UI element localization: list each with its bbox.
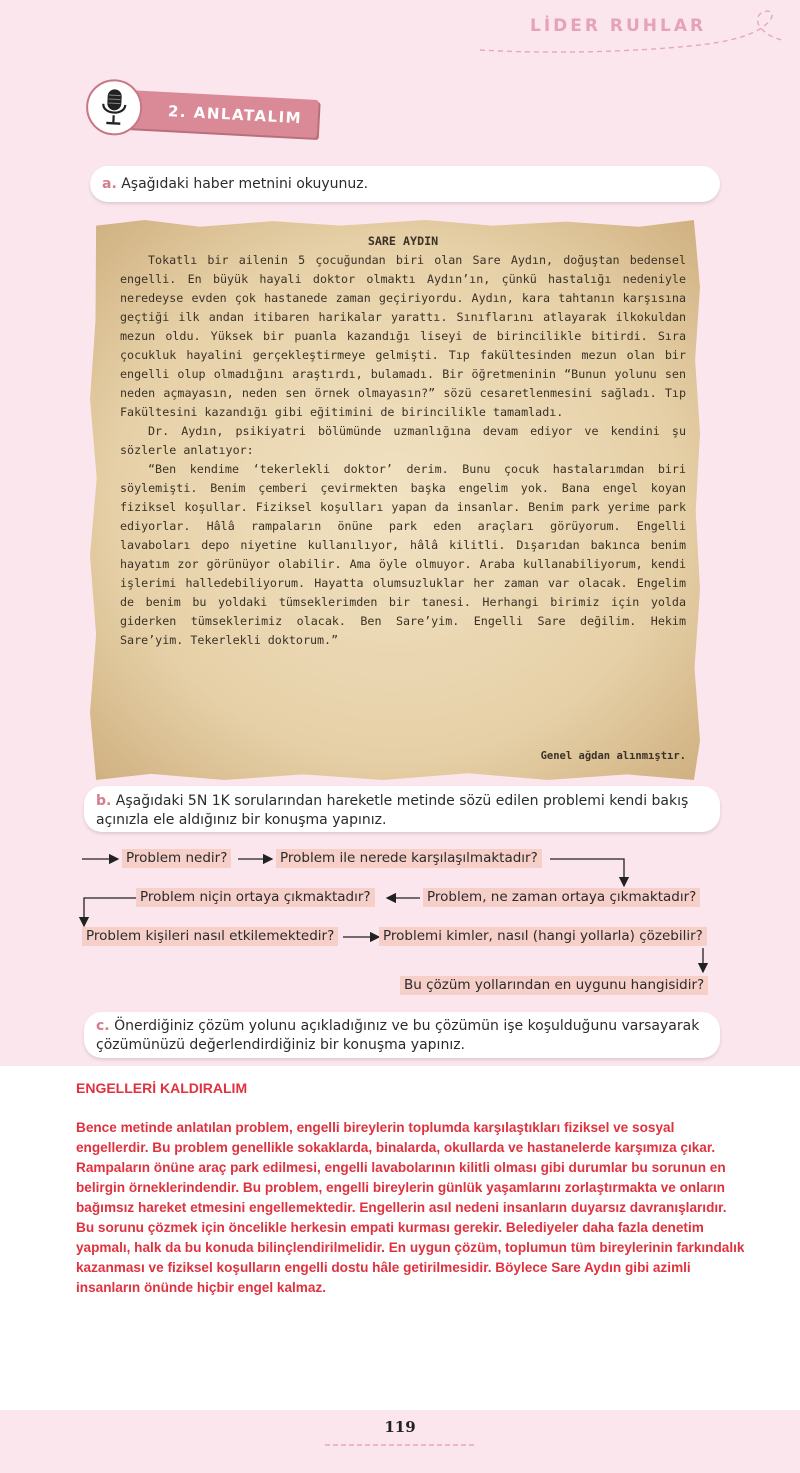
article-paragraph: Tokatlı bir ailenin 5 çocuğundan biri olan Sare Aydın, doğuştan bedensel engelli. En büyük hayali doktor olmaktı Aydın’ın, çünkü hastalığı nedeniyle neredeyse evden çok hastanede zaman geçiriyordu. Aydın, kara tahtanın karşısına geçtiği ilk andan itibaren harikalar yarattı. Sınıflarını atlayarak ilkokuldan mezun oldu. Yüksek bir puanla kazandığı liseyi de birincilikle bitirdi. Sıra çocukluk hayalini gerçekleştirmeye gelmişti. Tıp fakültesinden mezun olan bir engelli olup olmadığını araştırdı, bulamadı. Bir öğretmeninin “Bunun yolunu sen neden açmayasın, neden sen örnek olmayasın?” sözü cesaretlenmesini sağladı. Tıp Fakültesini kazandığı gibi eğitimini de birincilikle tamamladı. [120, 253, 686, 419]
flow-step: Problem nedir? [122, 849, 231, 868]
question-letter: b. [96, 793, 112, 809]
article-paragraph: Dr. Aydın, psikiyatri bölümünde uzmanlığına devam ediyor ve kendini şu sözlerle anlatıyor: [120, 424, 686, 457]
brand-title: LİDER RUHLAR [530, 16, 707, 36]
flow-step: Problem niçin ortaya çıkmaktadır? [136, 888, 375, 907]
flow-step: Problemi kimler, nasıl (hangi yollarla) çözebilir? [379, 927, 707, 946]
article-title: SARE AYDIN [367, 234, 439, 248]
article-paragraph: “Ben kendime ‘tekerlekli doktor’ derim. Bunu çocuk hastalarımdan biri söylemişti. Benim çemberi çevirmekten başka engelim yok. Bana engel koyan fiziksel koşullar. Fiziksel koşulları yapan da insanlar. Benim park yerime park ediyorlar. Hâlâ rampaların önüne park eden araçları görüyorum. Engelli lavaboları depo niyetine kullanılıyor, hâlâ kilitli. Dışarıdan bakınca benim hayatım zor görünüyor olabilir. Ama öyle olmuyor. Araba kullanabiliyorum, kendi işlerimi halledebiliyorum. Hayatta olumsuzluklar her zaman var olacak. Engelim de benim bu yoldaki tümseklerimden bir tanesi. Herhangi birimiz için yolda giderken tümseklerimiz olacak. Ben Sare’yim. Engelli Sare değilim. Hekim Sare’yim. Tekerlekli doktorum.” [120, 462, 686, 647]
flow-step: Problem, ne zaman ortaya çıkmaktadır? [423, 888, 700, 907]
question-text: Aşağıdaki 5N 1K sorularından hareketle metinde sözü edilen problemi kendi bakış açınızla ele aldığınız bir konuşma yapınız. [96, 793, 689, 828]
question-text: Önerdiğiniz çözüm yolunu açıkladığınız ve bu çözümün işe koşulduğunu varsayarak çözümünüzü değerlendirdiğiniz bir konuşma yapınız. [96, 1018, 700, 1053]
flow-step: Problem ile nerede karşılaşılmaktadır? [276, 849, 542, 868]
question-letter: a. [102, 176, 117, 192]
section-title: 2. ANLATALIM [167, 102, 303, 128]
flow-step: Bu çözüm yollarından en uygunu hangisidir? [400, 976, 708, 995]
question-c [84, 1012, 720, 1058]
student-answer [76, 1080, 746, 1298]
question-letter: c. [96, 1018, 110, 1034]
page-number-dash [325, 1442, 475, 1448]
answer-title: ENGELLERİ KALDIRALIM [76, 1080, 248, 1096]
page-number: 119 [384, 1418, 416, 1436]
question-text: Aşağıdaki haber metnini okuyunuz. [121, 176, 369, 192]
answer-body: Bence metinde anlatılan problem, engelli bireylerin toplumda karşılaştıkları fiziksel ve sosyal engellerdir. Bu problem genellikle sokaklarda, binalarda, okullarda ve hastanelerde karşımıza çıkar. Rampaların önüne araç park edilmesi, engelli lavabolarının kilitli olması gibi durumlar bu sorunun en belirgin örneklerindendir. Bu problem, engelli bireylerin günlük yaşamlarını zorlaştırmakta ve onların bağımsız hareket etmesini engellemektedir. Engellerin asıl nedeni insanların duyarsız davranışlarıdır. Bu sorunu çözmek için öncelikle herkesin empati kurması gerekir. Belediyeler daha fazla denetim yapmalı, halk da bu konuda bilinçlendirilmelidir. En uygun çözüm, toplumun tüm bireylerinin farkındalık kazanması ve fiziksel koşulların engelli dostu hâle getirilmesidir. Böylece Sare Aydın gibi azimli insanların önünde hiçbir engel kalmaz. [76, 1120, 745, 1295]
flow-step: Problem kişileri nasıl etkilemektedir? [82, 927, 338, 946]
article-source: Genel ağdan alınmıştır. [540, 750, 686, 762]
